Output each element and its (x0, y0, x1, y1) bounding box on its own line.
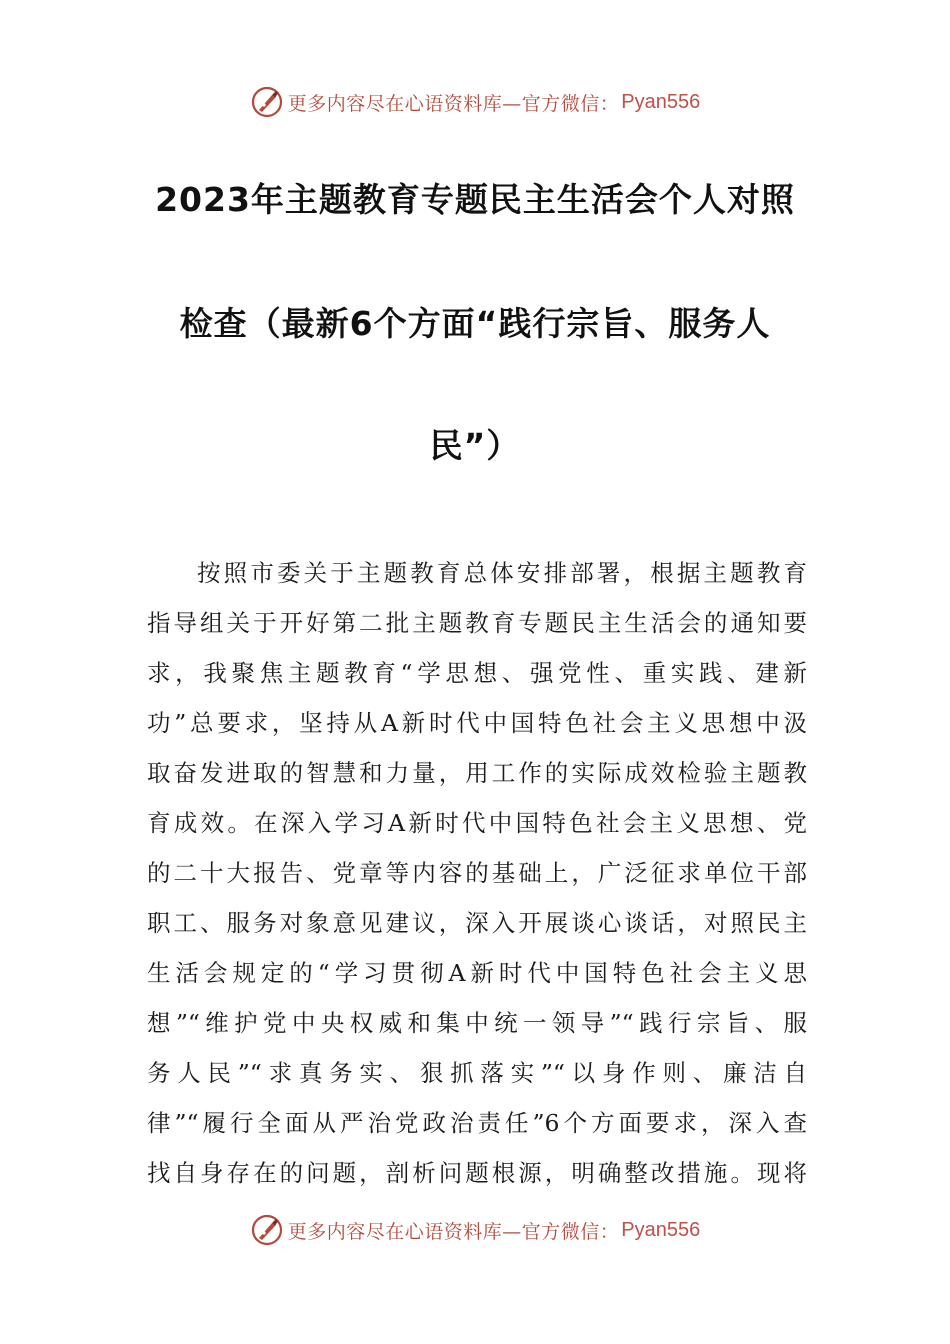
body-line: 求，我聚焦主题教育“学思想、强党性、重实践、建新 (147, 659, 807, 687)
pen-nib-logo-icon (250, 85, 284, 119)
body-line: 功”总要求，坚持从A新时代中国特色社会主义思想中汲 (147, 709, 807, 737)
document-title-line-1: 2023年主题教育专题民主生活会个人对照 (155, 180, 795, 219)
body-line: 职工、服务对象意见建议，深入开展谈心谈话，对照民主 (147, 909, 807, 937)
body-line: 生活会规定的“学习贯彻A新时代中国特色社会主义思 (147, 959, 807, 987)
body-line: 按照市委关于主题教育总体安排部署，根据主题教育 (197, 559, 807, 587)
watermark-wechat-id: Pyan556 (621, 1218, 701, 1241)
watermark-text: 更多内容尽在心语资料库—官方微信： (287, 92, 620, 115)
pen-nib-logo-icon (250, 1213, 284, 1247)
body-line: 找自身存在的问题，剖析问题根源，明确整改措施。现将 (147, 1159, 807, 1187)
body-line: 律”“履行全面从严治党政治责任”6个方面要求，深入查 (147, 1109, 807, 1137)
body-line: 的二十大报告、党章等内容的基础上，广泛征求单位干部 (147, 859, 807, 887)
document-title-line-2: 检查（最新6个方面“践行宗旨、服务人 (179, 304, 771, 343)
body-line: 育成效。在深入学习A新时代中国特色社会主义思想、党 (147, 809, 807, 837)
body-line: 务人民”“求真务实、狠抓落实”“以身作则、廉洁自 (147, 1059, 807, 1087)
body-line: 取奋发进取的智慧和力量，用工作的实际成效检验主题教 (147, 759, 807, 787)
watermark-header (0, 82, 950, 122)
document-title-line-3: 民”） (429, 426, 521, 465)
body-line: 想”“维护党中央权威和集中统一领导”“践行宗旨、服 (147, 1009, 807, 1037)
body-line: 指导组关于开好第二批主题教育专题民主生活会的通知要 (147, 609, 807, 637)
watermark-footer (0, 1210, 950, 1250)
watermark-text: 更多内容尽在心语资料库—官方微信： (287, 1220, 620, 1243)
watermark-wechat-id: Pyan556 (621, 90, 701, 113)
body-paragraph (147, 548, 807, 1198)
